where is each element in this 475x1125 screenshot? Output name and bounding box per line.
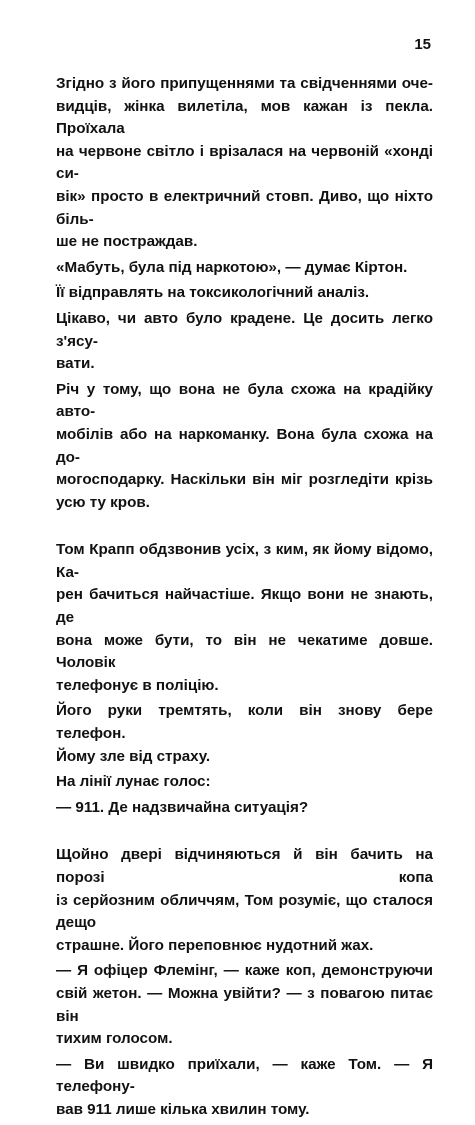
paragraph bbox=[56, 797, 433, 820]
paragraph bbox=[56, 308, 433, 376]
paragraph bbox=[56, 700, 433, 768]
text-line: телефонує в поліцію. bbox=[56, 676, 219, 694]
text-line: Том Крапп обдзвонив усіх, з ким, як йому відомо, Ка- bbox=[56, 541, 433, 581]
paragraph bbox=[56, 771, 433, 794]
text-line: вати. bbox=[56, 355, 95, 373]
text-line: Згідно з його припущеннями та свідченнями оче- bbox=[56, 75, 433, 92]
text-line: вав 911 лише кілька хвилин тому. bbox=[56, 1100, 310, 1118]
text-line: На лінії лунає голос: bbox=[56, 773, 211, 791]
paragraph bbox=[56, 257, 433, 280]
text-line: могосподарку. Наскільки він міг розгледіти крізь bbox=[56, 471, 433, 489]
text-line: видців, жінка вилетіла, мов кажан із пекла. Проїхала bbox=[56, 97, 433, 138]
text-line: — Ви швидко приїхали, — каже Том. — Я телефону- bbox=[56, 1055, 433, 1096]
paragraph bbox=[56, 539, 433, 697]
paragraph bbox=[56, 1054, 433, 1122]
text-line: Його руки тремтять, коли він знову бере телефон. bbox=[56, 702, 433, 743]
section-gap bbox=[56, 517, 433, 539]
text-line: страшне. Його переповнює нудотний жах. bbox=[56, 936, 374, 954]
text-line: Цікаво, чи авто було крадене. Це досить легко з'ясу- bbox=[56, 309, 433, 350]
page-number: 15 bbox=[414, 36, 431, 53]
paragraph bbox=[56, 73, 433, 254]
text-line: Річ у тому, що вона не була схожа на крадійку авто- bbox=[56, 380, 433, 421]
text-line: — Я офіцер Флемінг, — каже коп, демонструючи bbox=[56, 962, 433, 980]
text-line: ше не постраждав. bbox=[56, 233, 198, 251]
text-line: свій жетон. — Можна увійти? — з повагою питає він bbox=[56, 984, 433, 1025]
paragraph bbox=[56, 960, 433, 1050]
text-line: Її відправлять на токсикологічний аналіз. bbox=[56, 284, 370, 302]
text-line: усю ту кров. bbox=[56, 493, 150, 511]
page-text bbox=[56, 73, 433, 1125]
paragraph bbox=[56, 379, 433, 515]
text-line: мобілів або на наркоманку. Вона була схожа на до- bbox=[56, 425, 433, 466]
paragraph bbox=[56, 844, 433, 957]
text-line: на червоне світло і врізалася на червоній «хонді си- bbox=[56, 142, 433, 183]
paragraph bbox=[56, 282, 433, 305]
text-line: — 911. Де надзвичайна ситуація? bbox=[56, 798, 309, 816]
text-line: вона може бути, то він не чекатиме довше. Чоловік bbox=[56, 631, 433, 672]
text-line: Щойно двері відчиняються й він бачить на порозі копа bbox=[56, 846, 433, 886]
text-line: вік» просто в електричний стовп. Диво, що ніхто біль- bbox=[56, 187, 433, 228]
text-line: рен бачиться найчастіше. Якщо вони не знають, де bbox=[56, 586, 433, 627]
section-gap bbox=[56, 822, 433, 844]
text-line: із серйозним обличчям, Том розуміє, що сталося дещо bbox=[56, 891, 433, 932]
text-line: Йому зле від страху. bbox=[56, 747, 211, 765]
text-line: «Мабуть, була під наркотою», — думає Кіртон. bbox=[56, 258, 408, 276]
text-line: тихим голосом. bbox=[56, 1030, 173, 1048]
